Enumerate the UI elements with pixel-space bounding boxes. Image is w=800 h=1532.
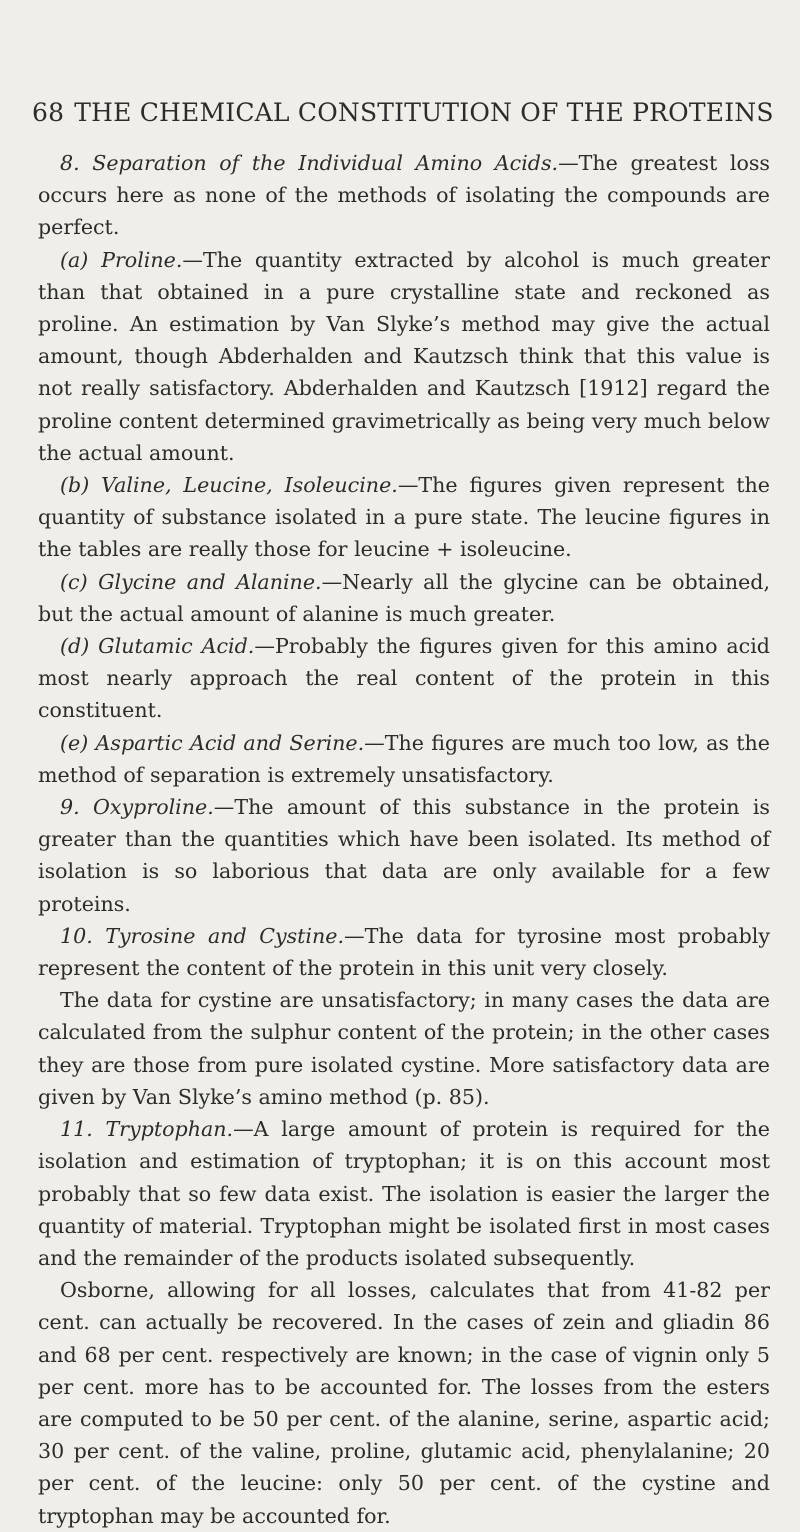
book-page (32, 98, 774, 1532)
section-heading: 10. Tyrosine and Cystine. (60, 923, 345, 948)
section-heading: 9. Oxyproline. (60, 795, 214, 820)
paragraph-text: —The amount of this substance in the protein is greater than the quantities which have been isolated. Its method of isolation is so laborious that data are only available for a few proteins. (38, 795, 771, 916)
paragraph-proline (38, 244, 770, 469)
section-heading: (a) Proline. (60, 247, 183, 272)
section-heading: (d) Glutamic Acid. (60, 634, 255, 659)
page-number: 68 (32, 98, 65, 127)
running-title: THE CHEMICAL CONSTITUTION OF THE PROTEINS (74, 98, 774, 127)
paragraph-text: —The quantity extracted by alcohol is much greater than that obtained in a pure crystalline state and reckoned as proline. An estimation by Van Slyke’s method may give the actual amount, though Abderhalden and Kautzsch think that this value is not really satisfactory. Abderhalden and Kautzsch [1912] regard the proline content determined gravimetrically as being very much below the actual amount. (38, 247, 770, 465)
paragraph-osborne (38, 1274, 770, 1532)
section-heading: (e) Aspartic Acid and Serine. (60, 730, 365, 755)
paragraph-separation (38, 147, 770, 244)
paragraph-text: The data for cystine are unsatisfactory; in many cases the data are calculated from the sulphur content of the protein; in the other cases they are those from pure isolated cystine. More satisfactory data are given by Van Slyke’s amino method (p. 85). (38, 988, 770, 1109)
paragraph-text: —Probably the figures given for this amino acid most nearly approach the real content of the protein in this constituent. (38, 634, 770, 723)
paragraph-text: —The figures are much too low, as the method of separation is extremely unsatisfactory. (38, 730, 770, 787)
section-heading: 11. Tryptophan. (60, 1117, 234, 1142)
paragraph-text: —The data for tyrosine most probably represent the content of the protein in this unit very closely. (38, 923, 770, 981)
section-heading: 8. Separation of the Individual Amino Acids. (60, 151, 559, 175)
paragraph-tyrosine-cystine (38, 920, 770, 984)
paragraph-text: —The figures given represent the quantity of substance isolated in a pure state. The leucine figures in the tables are really those for leucine + isoleucine. (38, 473, 770, 562)
paragraph-tryptophan (38, 1113, 770, 1274)
paragraph-text: —A large amount of protein is required for the isolation and estimation of tryptophan; it is on this account most probably that so few data exist. The isolation is easier the larger the quantity of material. Tryptophan might be isolated first in most cases and the remainder of the products isolated subsequently. (38, 1117, 770, 1270)
paragraph-glycine-alanine (38, 566, 770, 630)
section-heading: (b) Valine, Leucine, Isoleucine. (60, 473, 398, 498)
running-header (32, 98, 774, 127)
section-heading: (c) Glycine and Alanine. (60, 569, 322, 594)
paragraph-text: —Nearly all the glycine can be obtained, but the actual amount of alanine is much greater. (38, 569, 771, 626)
paragraph-valine-leucine (38, 469, 770, 566)
paragraph-aspartic-serine (38, 727, 770, 791)
paragraph-glutamic-acid (38, 630, 770, 727)
paragraph-cystine-data (38, 984, 770, 1113)
paragraph-text: Osborne, allowing for all losses, calculates that from 41-82 per cent. can actually be recovered. In the cases of zein and gliadin 86 and 68 per cent. respectively are known; in the case of vignin only 5 per cent. more has to be accounted for. The losses from the esters are computed to be 50 per cent. of the alanine, serine, aspartic acid; 30 per cent. of the valine, proline, glutamic acid, phenylalanine; 20 per cent. of the leucine: only 50 per cent. of the cystine and tryptophan may be accounted for. (38, 1278, 770, 1528)
paragraph-text: —The greatest loss occurs here as none of the methods of isolating the compounds are perfect. (38, 151, 770, 240)
paragraph-oxyproline (38, 791, 770, 920)
